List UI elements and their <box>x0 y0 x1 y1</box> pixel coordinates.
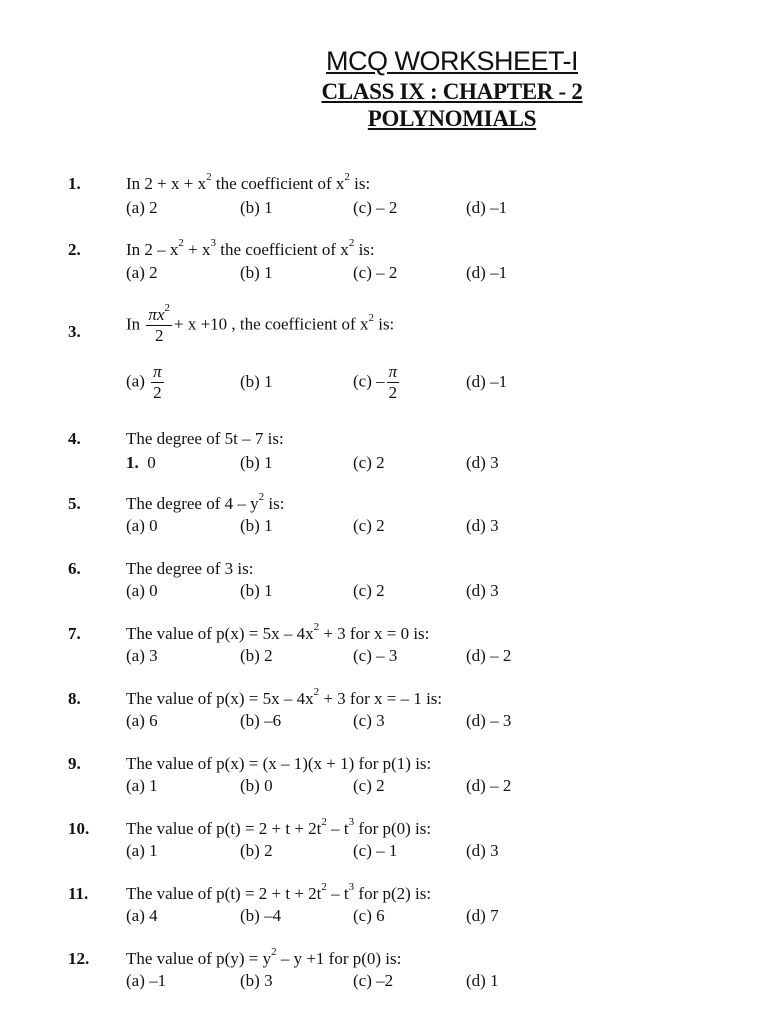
option-b: (b) 1 <box>240 453 273 472</box>
worksheet-title: MCQ WORKSHEET-I <box>325 46 578 76</box>
option-c: (c) 2 <box>353 581 385 600</box>
option-a: (a) 1 <box>126 841 158 860</box>
option-b: (b) 2 <box>240 841 273 860</box>
option-a: (a) –1 <box>126 971 167 990</box>
option-a: (a) $\frac{\pi}{2}$ <box>126 362 162 402</box>
option-c: (c) – 1 <box>353 841 398 860</box>
question-number: 2. <box>68 240 81 259</box>
option-c: (c) – 3 <box>353 646 398 665</box>
option-d: (d) 1 <box>466 971 499 990</box>
option-b: (b) 0 <box>240 776 273 795</box>
class-chapter-heading: CLASS IX : CHAPTER - 2 <box>321 79 583 104</box>
option-c: (c) –2 <box>353 971 394 990</box>
question-number: 10. <box>68 819 90 838</box>
option-b: (b) 2 <box>240 646 273 665</box>
question-text: The degree of 3 is: <box>126 559 254 578</box>
option-b: (b) 3 <box>240 971 273 990</box>
option-a: (a) 0 <box>126 581 158 600</box>
option-b: (b) –6 <box>240 711 282 730</box>
option-d: (d) –1 <box>466 198 508 217</box>
option-c: (c) 2 <box>353 453 385 472</box>
question-number: 6. <box>68 559 81 578</box>
question-number: 12. <box>68 949 90 968</box>
question-number: 8. <box>68 689 81 708</box>
option-d: (d) –1 <box>466 372 508 391</box>
question-number: 1. <box>68 174 81 193</box>
question-text: The value of $p(x) = 5x - 4x^2 + 3$ for x = 0 is: <box>126 621 430 643</box>
option-d: (d) 3 <box>466 453 499 472</box>
option-d: (d) 7 <box>466 906 499 925</box>
option-d: (d) 3 <box>466 581 499 600</box>
question-number: 11. <box>68 884 89 903</box>
question-number: 3. <box>68 322 81 341</box>
question-text: The degree of $4 - y^2$ is: <box>126 491 285 513</box>
option-c: (c) 2 <box>353 516 385 535</box>
option-b: (b) 1 <box>240 516 273 535</box>
question-text: The degree of 5t – 7 is: <box>126 429 284 448</box>
option-c: (c) 6 <box>353 906 385 925</box>
option-d: (d) – 2 <box>466 646 512 665</box>
option-a: (a) 0 <box>126 516 158 535</box>
option-c: (c) – 2 <box>353 263 398 282</box>
question-number: 7. <box>68 624 81 643</box>
question-text: In $2 - x^2 + x^3$ the coefficient of $x^2$ is: <box>126 237 375 259</box>
question-text: In $2 + x + x^2$ the coefficient of $x^2$ is: <box>126 171 371 193</box>
option-b: (b) 1 <box>240 372 273 391</box>
option-d: (d) 3 <box>466 841 499 860</box>
option-b: (b) 1 <box>240 581 273 600</box>
question-text: The value of $p(y) = y^2 - y +1$ for p(0) is: <box>126 946 402 968</box>
option-c: (c) 2 <box>353 776 385 795</box>
option-d: (d) 3 <box>466 516 499 535</box>
option-d: (d) –1 <box>466 263 508 282</box>
question-text: The value of p(x) = (x – 1)(x + 1) for p(1) is: <box>126 754 432 773</box>
question-text: In $\frac{\pi x^2}{2}$ + x +10 , the coefficient of $x^2$ is: <box>126 302 395 345</box>
option-b: (b) 1 <box>240 263 273 282</box>
option-c: (c) 3 <box>353 711 385 730</box>
option-a: (a) 2 <box>126 263 158 282</box>
question-text: The value of $p(x) = 5x - 4x^2 + 3$ for x = – 1 is: <box>126 686 443 708</box>
question-number: 5. <box>68 494 81 513</box>
option-b: (b) –4 <box>240 906 282 925</box>
option-b: (b) 1 <box>240 198 273 217</box>
question-number: 9. <box>68 754 81 773</box>
option-a: (a) 1 <box>126 776 158 795</box>
question-text: The value of $p(t) = 2 + t + 2t^2 - t^3$ for p(2) is: <box>126 881 432 903</box>
option-d: (d) – 3 <box>466 711 512 730</box>
option-a: (a) 2 <box>126 198 158 217</box>
option-c: (c) – 2 <box>353 198 398 217</box>
fraction-pi-x2-over-2: $\frac{\pi x^2}{2}$ <box>148 302 170 345</box>
option-a: (a) 6 <box>126 711 158 730</box>
option-a: 1. 0 <box>126 453 156 472</box>
topic-heading: POLYNOMIALS <box>367 106 537 131</box>
option-d: (d) – 2 <box>466 776 512 795</box>
option-c: (c) – $\frac{\pi}{2}$ <box>353 362 398 402</box>
question-text: The value of $p(t) = 2 + t + 2t^2 - t^3$ for p(0) is: <box>126 816 432 838</box>
option-a: (a) 3 <box>126 646 158 665</box>
question-number: 4. <box>68 429 81 448</box>
option-a: (a) 4 <box>126 906 158 925</box>
